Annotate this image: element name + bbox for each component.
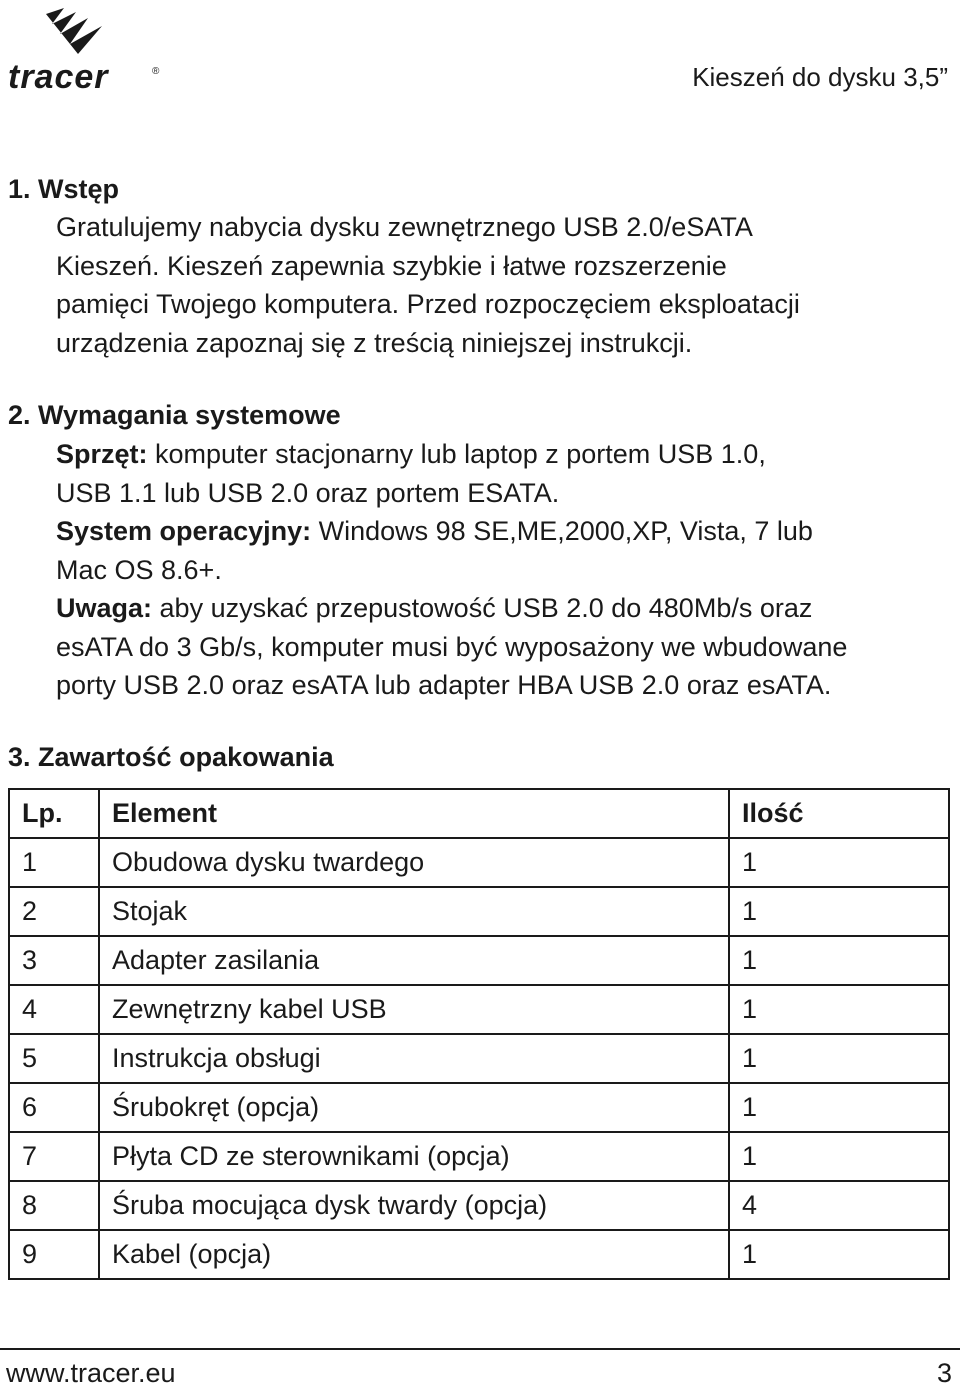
package-contents-table [8,788,950,1280]
table-row [9,1034,949,1083]
column-header-number: Lp. [9,789,99,838]
row-quantity: 1 [729,1230,949,1279]
intro-line: Gratulujemy nabycia dysku zewnętrznego USB 2.0/eSATA [56,212,753,242]
table-row [9,1083,949,1132]
document-title: Kieszeń do dysku 3,5” [692,62,948,92]
table-row [9,985,949,1034]
row-element: Zewnętrzny kabel USB [99,985,729,1034]
section-heading-intro: 1. Wstęp [8,174,120,204]
requirement-text: komputer stacjonarny lub laptop z portem USB 1.0, [147,439,766,469]
requirement-text: USB 1.1 lub USB 2.0 oraz portem ESATA. [56,477,560,508]
row-element: Śrubokręt (opcja) [99,1083,729,1132]
row-quantity: 1 [729,887,949,936]
row-quantity: 1 [729,1083,949,1132]
section-heading-requirements: 2. Wymagania systemowe [8,400,341,430]
requirement-text: esATA do 3 Gb/s, komputer musi być wyposażony we wbudowane [56,631,848,662]
requirement-label: Sprzęt: [56,439,148,469]
footer-website: www.tracer.eu [6,1358,176,1388]
requirement-hardware [56,435,956,474]
row-number: 6 [9,1083,99,1132]
row-element: Adapter zasilania [99,936,729,985]
row-number: 4 [9,985,99,1034]
row-number: 5 [9,1034,99,1083]
requirement-label: Uwaga: [56,593,153,623]
row-quantity: 1 [729,985,949,1034]
requirement-text: porty USB 2.0 oraz esATA lub adapter HBA USB 2.0 oraz esATA. [56,670,832,700]
row-element: Stojak [99,887,729,936]
section-heading-package-contents: 3. Zawartość opakowania [8,742,334,772]
table-row [9,887,949,936]
table-row [9,936,949,985]
column-header-element: Element [99,789,729,838]
table-row [9,838,949,887]
requirement-text: Mac OS 8.6+. [56,554,222,585]
requirement-note [56,589,956,628]
row-number: 1 [9,838,99,887]
row-quantity: 4 [729,1181,949,1230]
table-row [9,1230,949,1279]
footer-divider [0,1348,960,1350]
column-header-quantity: Ilość [729,789,949,838]
row-quantity: 1 [729,1132,949,1181]
intro-line: Kieszeń. Kieszeń zapewnia szybkie i łatwe rozszerzenie [56,250,727,281]
row-element: Śruba mocująca dysk twardy (opcja) [99,1181,729,1230]
requirement-text: Windows 98 SE,ME,2000,XP, Vista, 7 lub [311,516,813,546]
requirements-paragraph [56,435,956,705]
requirement-label: System operacyjny: [56,516,312,546]
row-number: 9 [9,1230,99,1279]
tracer-logo [6,4,166,96]
intro-line: pamięci Twojego komputera. Przed rozpoczęciem eksploatacji [56,289,800,319]
row-number: 8 [9,1181,99,1230]
row-element: Płyta CD ze sterownikami (opcja) [99,1132,729,1181]
table-row [9,1181,949,1230]
svg-text:tracer: tracer [8,58,109,96]
row-quantity: 1 [729,1034,949,1083]
row-number: 3 [9,936,99,985]
row-element: Instrukcja obsługi [99,1034,729,1083]
row-quantity: 1 [729,838,949,887]
row-number: 2 [9,887,99,936]
row-element: Obudowa dysku twardego [99,838,729,887]
table-row [9,1132,949,1181]
svg-text:®: ® [152,66,160,77]
row-quantity: 1 [729,936,949,985]
requirement-os [56,512,956,551]
intro-line: urządzenia zapoznaj się z treścią niniejszej instrukcji. [56,327,693,358]
requirement-text: aby uzyskać przepustowość USB 2.0 do 480Mb/s oraz [152,593,813,623]
row-element: Kabel (opcja) [99,1230,729,1279]
intro-paragraph [56,208,956,362]
row-number: 7 [9,1132,99,1181]
page-number: 3 [936,1358,952,1388]
table-header-row [9,789,949,838]
